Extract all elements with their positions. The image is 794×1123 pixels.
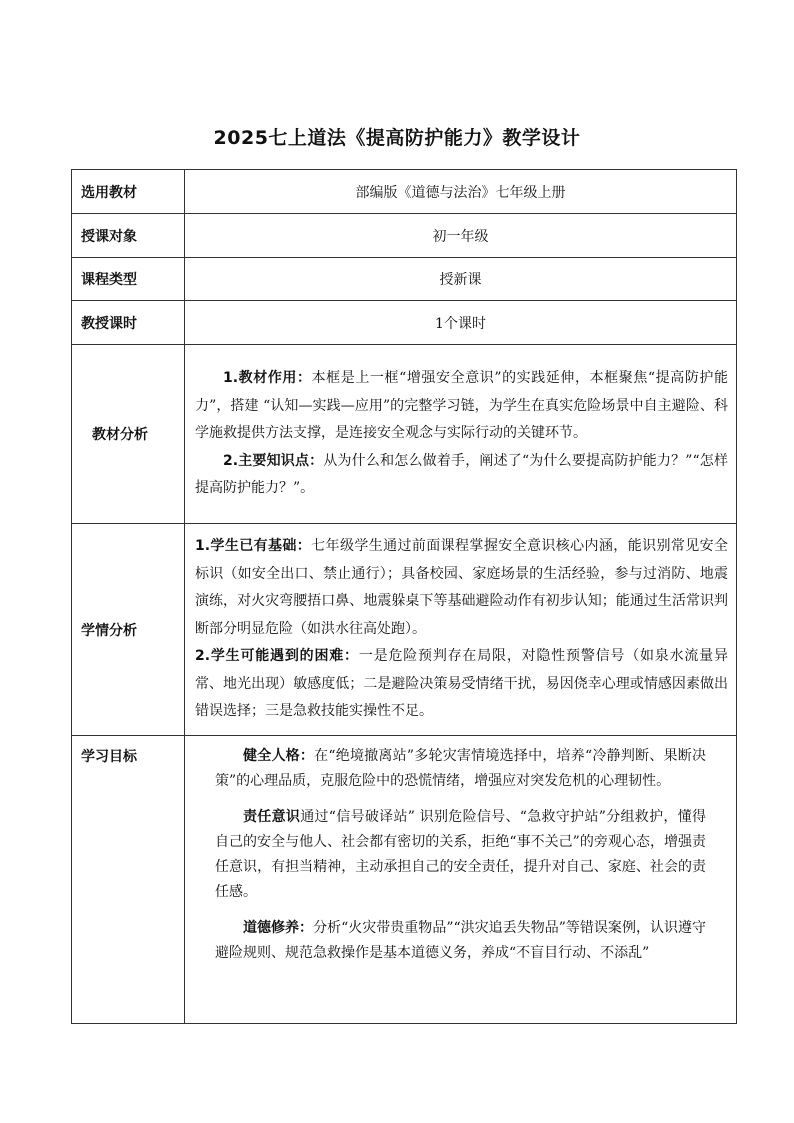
document-title: 2025七上道法《提高防护能力》教学设计 [213, 127, 581, 149]
goal-morality-text: 分析“火灾带贵重物品”“洪灾追丢失物品”等错误案例，认识遵守避险规则、规范急救操作是基本道德义务，养成“不盲目行动、不添乱” [215, 920, 706, 961]
material-analysis-content [185, 345, 737, 524]
table-row [72, 258, 737, 301]
material-analysis-paragraph-2 [195, 448, 728, 503]
student-difficulty-text: 一是危险预判存在局限，对隐性预警信号（如泉水流量异常、地光出现）敏感度低；二是避险决策易受情绪干扰，易因侥幸心理或情感因素做出错误选择；三是急救技能实操性不足。 [195, 648, 728, 720]
row-value-audience: 初一年级 [185, 214, 737, 258]
material-role-text: 本框是上一框“增强安全意识”的实践延伸，本框聚焦“提高防护能力”，搭建 “认知—实践—应用”的完整学习链，为学生在真实危险场景中自主避险、科学施救提供方法支撑，是连接安全观念与实际行动的关键环节。 [195, 370, 728, 442]
row-label-periods: 教授课时 [72, 301, 185, 345]
key-points-text: 从为什么和怎么做着手，阐述了“为什么要提高防护能力？”“怎样提高防护能力？”。 [195, 452, 728, 497]
table-row [72, 736, 737, 1024]
student-analysis-content [185, 524, 737, 736]
key-points-heading: 2.主要知识点： [223, 452, 324, 469]
row-label-student-analysis: 学情分析 [72, 524, 185, 736]
row-label-textbook: 选用教材 [72, 170, 185, 214]
goal-paragraph-morality [215, 916, 706, 966]
student-analysis-paragraph-2 [195, 643, 728, 726]
goal-personality-text: 在“绝境撤离站”多轮灾害情境选择中，培养“冷静判断、果断决策”的心理品质，克服危险中的恐慌情绪，增强应对突发危机的心理韧性。 [215, 748, 706, 789]
goal-personality-heading: 健全人格： [243, 748, 315, 764]
row-label-audience: 授课对象 [72, 214, 185, 258]
student-difficulty-heading: 2.学生可能遇到的困难： [195, 648, 359, 665]
lesson-plan-table [71, 169, 737, 1024]
table-row [72, 214, 737, 258]
table-row [72, 170, 737, 214]
table-row [72, 301, 737, 345]
learning-goals-content [185, 736, 737, 1024]
material-analysis-paragraph-1 [195, 365, 728, 448]
table-row [72, 345, 737, 524]
student-basis-heading: 1.学生已有基础： [195, 538, 312, 555]
goal-responsibility-text: 通过“信号破译站” 识别危险信号、“急救守护站”分组救护，懂得自己的安全与他人、社会都有密切的关系，拒绝“事不关己”的旁观心态，增强责任意识，有担当精神，主动承担自己的安全责任，提升对自己、家庭、社会的责任感。 [215, 809, 706, 900]
row-value-course-type: 授新课 [185, 258, 737, 301]
row-label-material-analysis: 教材分析 [72, 345, 185, 524]
row-label-course-type: 课程类型 [72, 258, 185, 301]
goal-responsibility-heading: 责任意识 [243, 809, 301, 825]
row-value-periods: 1个课时 [185, 301, 737, 345]
material-role-heading: 1.教材作用： [223, 370, 312, 387]
student-basis-text: 七年级学生通过前面课程掌握安全意识核心内涵，能识别常见安全标识（如安全出口、禁止通行）；具备校园、家庭场景的生活经验，参与过消防、地震演练，对火灾弯腰捂口鼻、地震躲桌下等基础避险动作有初步认知；能通过生活常识判断部分明显危险（如洪水往高处跑）。 [195, 538, 729, 637]
row-label-learning-goals: 学习目标 [72, 736, 185, 1024]
goal-morality-heading: 道德修养： [243, 920, 314, 936]
goal-paragraph-responsibility [215, 805, 706, 905]
table-row [72, 524, 737, 736]
student-analysis-paragraph-1 [195, 533, 728, 643]
goal-paragraph-personality [215, 744, 706, 794]
row-value-textbook: 部编版《道德与法治》七年级上册 [185, 170, 737, 214]
